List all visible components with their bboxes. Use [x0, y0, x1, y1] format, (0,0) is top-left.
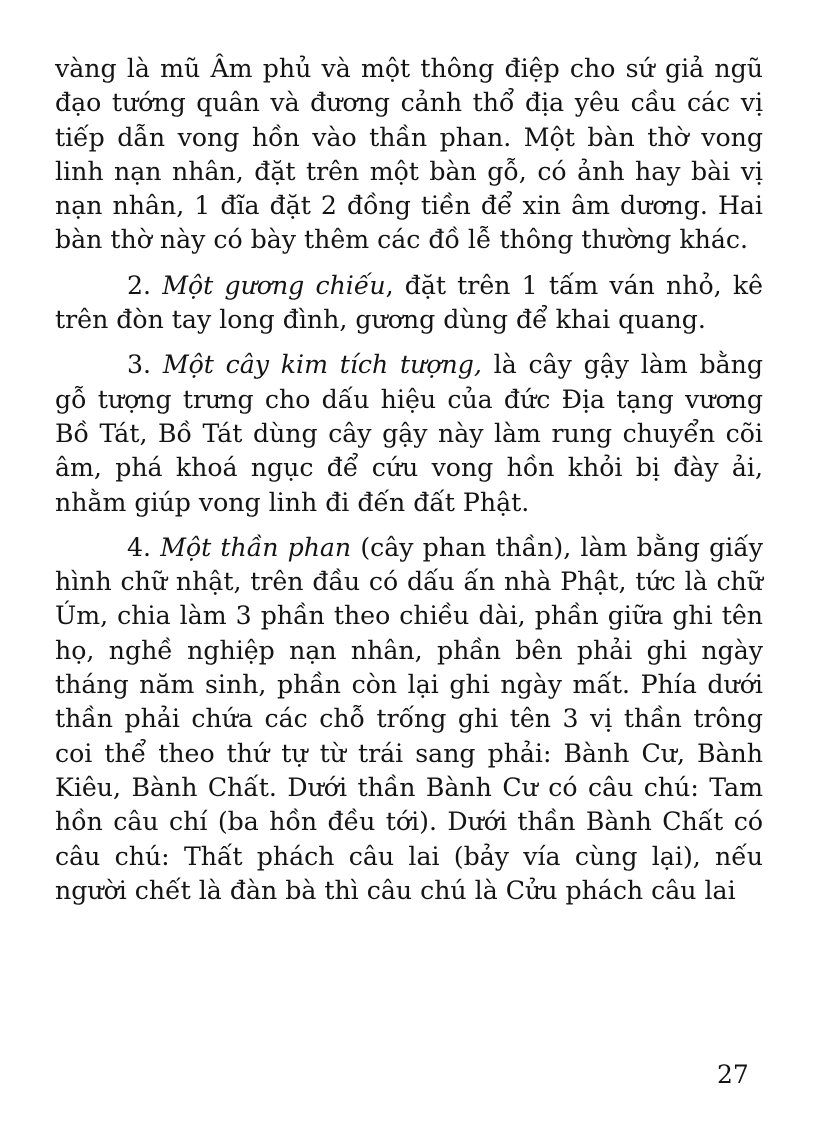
paragraph-3 [55, 348, 763, 519]
paragraph-4 [55, 531, 763, 908]
paragraph-2 [55, 269, 763, 338]
paragraph-2-number: 2. [127, 270, 163, 300]
paragraph-3-term: Một cây kim tích tượng, [162, 350, 482, 380]
paragraph-4-term: Một thần phan [160, 532, 352, 562]
paragraph-1 [55, 52, 763, 258]
paragraph-4-number: 4. [127, 532, 161, 562]
page-number: 27 [717, 1060, 749, 1089]
paragraph-4-text: (cây phan thần), làm bằng giấy hình chữ nhật, trên đầu có dấu ấn nhà Phật, tức là chữ Úm, chia làm 3 phần theo chiều dài, phần giữa ghi tên họ, nghề nghiệp nạn nhân, phần bên phải ghi ngày tháng năm sinh, phần còn lại ghi ngày mất. Phía dưới thần phải chứa các chỗ trống ghi tên 3 vị thần trông coi thể theo thứ tự từ trái sang phải: Bành Cư, Bành Kiêu, Bành Chất. Dưới thần Bành Cư có câu chú: Tam hồn câu chí (ba hồn đều tới). Dưới thần Bành Chất có câu chú: Thất phách câu lai (bảy vía cùng lại), nếu người chết là đàn bà thì câu chú là Cửu phách câu lai [55, 532, 763, 905]
paragraph-2-term: Một gương chiếu [162, 270, 386, 300]
paragraph-3-text: là cây gậy làm bằng gỗ tượng trưng cho dấu hiệu của đức Địa tạng vương Bồ Tát, Bồ Tát dùng cây gậy này làm rung chuyển cõi âm, phá khoá ngục để cứu vong hồn khỏi bị đày ải, nhằm giúp vong linh đi đến đất Phật. [55, 350, 763, 517]
paragraph-3-number: 3. [127, 350, 163, 380]
book-page [55, 52, 763, 919]
paragraph-2-text: , đặt trên 1 tấm ván nhỏ, kê trên đòn tay long đình, gương dùng để khai quang. [55, 270, 764, 335]
paragraph-1-text: vàng là mũ Âm phủ và một thông điệp cho sứ giả ngũ đạo tướng quân và đương cảnh thổ địa yêu cầu các vị tiếp dẫn vong hồn vào thần phan. Một bàn thờ vong linh nạn nhân, đặt trên một bàn gỗ, có ảnh hay bài vị nạn nhân, 1 đĩa đặt 2 đồng tiền để xin âm dương. Hai bàn thờ này có bày thêm các đồ lễ thông thường khác. [55, 54, 763, 255]
